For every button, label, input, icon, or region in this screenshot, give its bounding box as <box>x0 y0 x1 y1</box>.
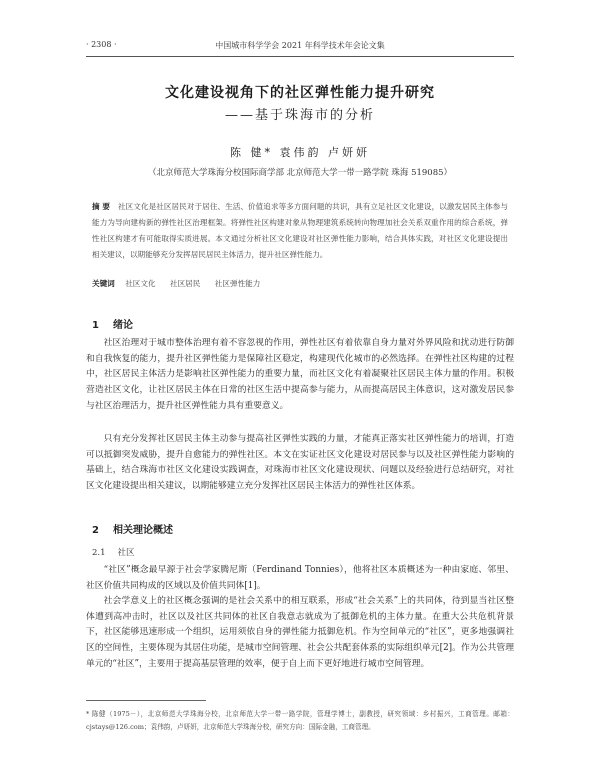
page-number: · 2308 · <box>86 40 117 49</box>
author-affiliation: （北京师范大学珠海分校国际商学部 北京师范大学一带一路学院 珠海 519085） <box>147 168 453 178</box>
abstract-text: 社区文化是社区居民对于居住、生活、价值追求等多方面问题的共识，具有立足社区文化建设，以激发居民主体参与能力为导向建构新的弹性社区治理框架。将弹性社区构建对象从物理建筑系统转向物理加社会关系双重作用的综合系统，弹性社区构建才有可能取得实质进展。本文通过分析社区文化建设对社区弹性能力影响，结合具体实践，对社区文化建设提出相关建议，以期能够充分发挥居民居民主体活力，提升社区弹性能力。 <box>92 202 508 259</box>
keyword-item: 社区文化 <box>125 279 156 288</box>
section-number: 2 <box>92 525 99 536</box>
paper-subtitle: ——基于珠海市的分析 <box>224 108 375 123</box>
header-divider <box>86 56 514 57</box>
keyword-item: 社区居民 <box>170 279 201 288</box>
section-title: 绪论 <box>112 320 133 331</box>
keyword-item: 社区弹性能力 <box>214 279 261 288</box>
body-paragraph: “社区”概念最早源于社会学家腾尼斯（Ferdinand Tonnies），他将社区本质概述为一种由家庭、邻里、社区价值共同构成的区域以及价值共同体[1]。 <box>86 565 514 591</box>
journal-name: 中国城市科学学会 2021 年科学技术年会论文集 <box>215 41 385 50</box>
abstract-label: 摘 要 <box>92 202 110 211</box>
footnote-divider <box>86 700 206 701</box>
subsection-number: 2.1 <box>92 548 106 558</box>
section-title: 相关理论概述 <box>112 525 173 536</box>
section-heading-theory <box>92 521 173 536</box>
author-list: 陈 健* 袁伟韵 卢妍妍 <box>230 146 370 159</box>
running-header <box>86 40 514 51</box>
section-number: 1 <box>92 320 99 331</box>
subsection-heading-community <box>92 546 135 558</box>
body-paragraph: 社会学意义上的社区概念强调的是社会关系中的相互联系，形成“社会关系”上的共同体，待到显当社区整体遭到高冲击时，社区以及社区共同体的社区自我意志就成为了抵御危机的主体力量。在重大公共危机背景下，社区能够迅速形成一个组织，运用须依自身的弹性能力抵御危机。作为空间单元的“社区”，更多地强调社区的空间性，主要体现为其居住功能，是城市空间管理、社会公共配套体系的实际组织单元[2]。作为公共管理单元的“社区”，主要用于提高基层管理的效率，便于自上而下更好地进行城市空间管理。 <box>86 596 514 669</box>
paper-title: 文化建设视角下的社区弹性能力提升研究 <box>165 85 435 101</box>
keywords-label: 关键词 <box>92 279 115 288</box>
body-paragraph: 社区治理对于城市整体治理有着不容忽视的作用，弹性社区有着依靠自身力量对外界风险和扰动进行防御和自我恢复的能力，提升社区弹性能力是保障社区稳定，构建现代化城市的必然选择。在弹性社区构建的过程中，社区居民主体活力是影响社区弹性能力的重要力量，而社区文化有着凝聚社区居民主体力量的作用。积极营造社区文化，让社区居民主体在日常的社区生活中提高参与能力，从而提高居民主体意识，这对激发居民参与社区治理活力，提升社区弹性能力具有重要意义。 <box>86 338 514 411</box>
subsection-title: 社区 <box>117 548 135 558</box>
keywords <box>92 278 508 289</box>
author-footnote: * 陈健（1975－），北京师范大学珠海分校，北京师范大学一带一路学院，管理学博士，副教授，研究领域：乡村振兴，工商管理。邮箱：cjstays@126.com；袁伟韵，卢妍妍，北京师范大学珠海分校，研究方向：国际金融，工商管理。 <box>86 710 514 731</box>
abstract <box>92 199 508 263</box>
body-paragraph: 只有充分发挥社区居民主体主动参与提高社区弹性实践的力量，才能真正落实社区弹性能力的培训，打造可以抵御突发威胁，提升自愈能力的弹性社区。本文在实证社区文化建设对居民参与以及社区弹性能力影响的基础上，结合珠海市社区文化建设实践调查，对珠海市社区文化建设现状、问题以及经验进行总结研究，对社区文化建设提出相关建议，以期能够建立充分发挥社区居民主体活力的弹性社区体系。 <box>86 434 514 492</box>
section-heading-introduction <box>92 316 133 331</box>
